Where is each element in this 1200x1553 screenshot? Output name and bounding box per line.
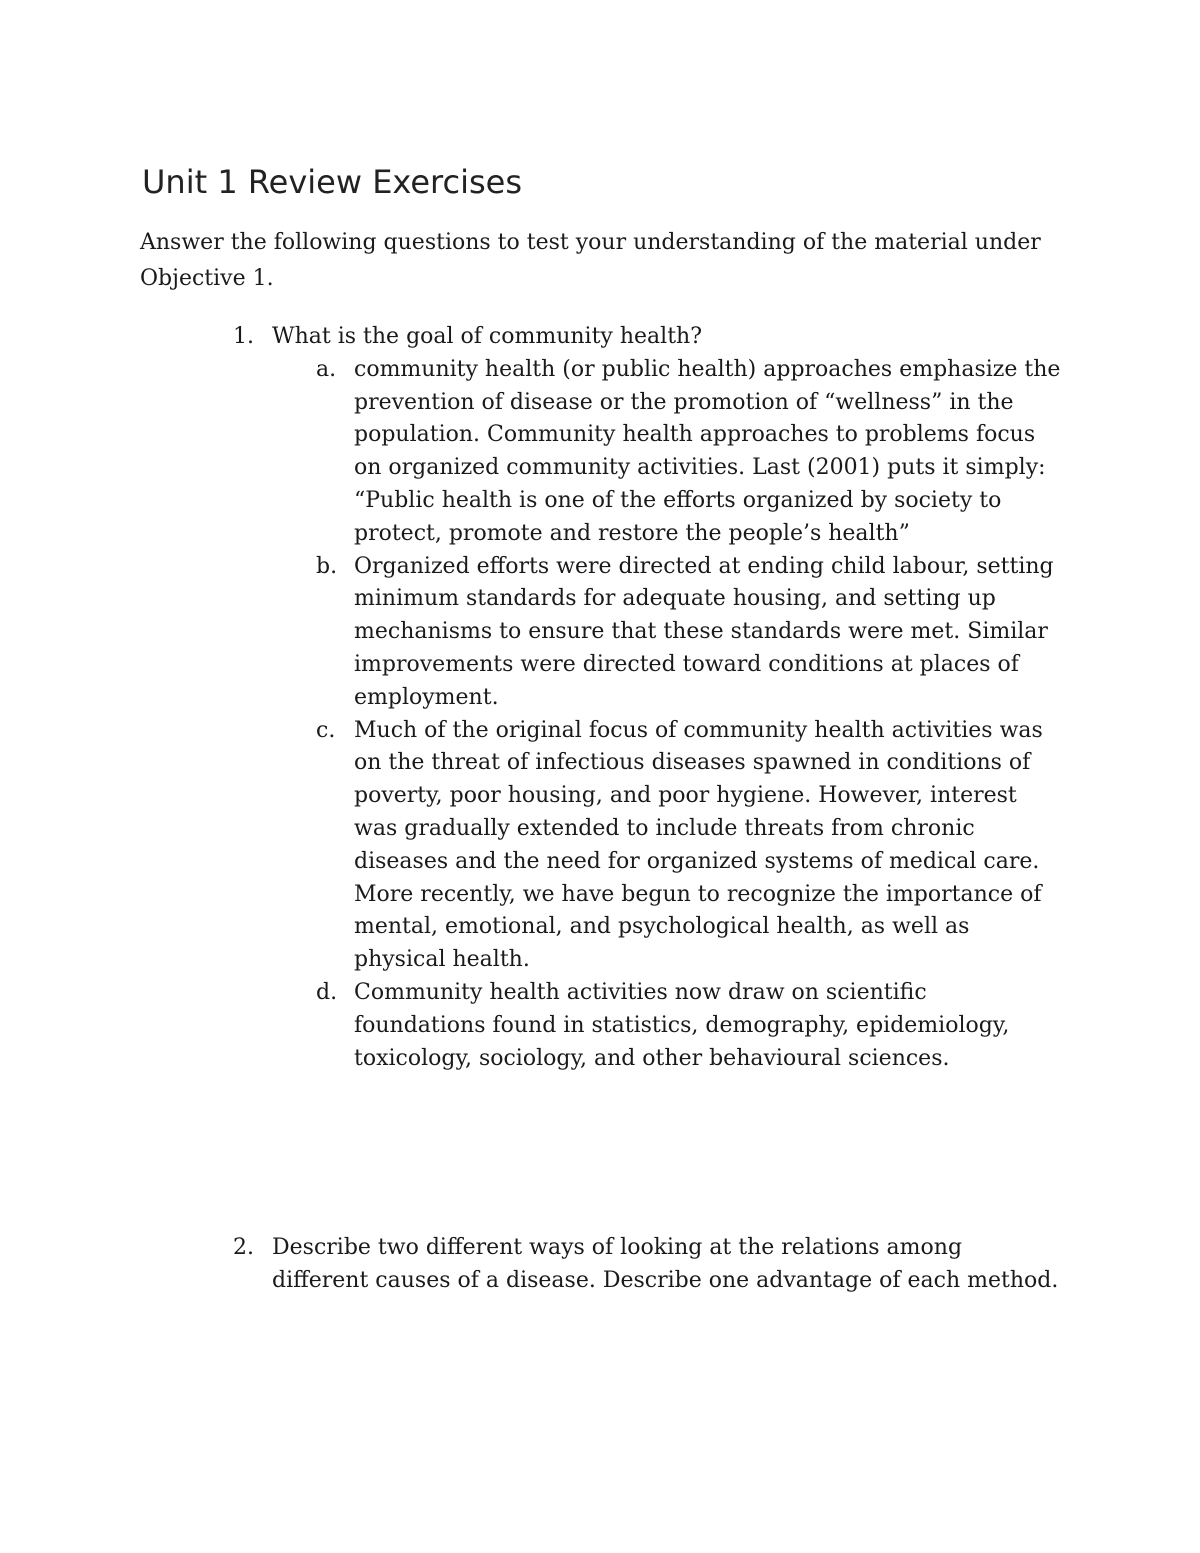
answer-letter: d. bbox=[316, 979, 338, 1005]
page-title: Unit 1 Review Exercises bbox=[142, 163, 523, 201]
question-2 bbox=[0, 1232, 1200, 1298]
answer-item-a bbox=[316, 354, 1064, 551]
answer-item-d bbox=[316, 977, 1064, 1075]
answer-letter: a. bbox=[316, 356, 337, 382]
question-number: 2. bbox=[233, 1235, 254, 1260]
answer-text: Community health activities now draw on scientific foundations found in statistics, demography, epidemiology, toxicology, sociology, and other behavioural sciences. bbox=[354, 979, 1010, 1071]
question-1 bbox=[0, 321, 1200, 1075]
answer-item-b bbox=[316, 551, 1064, 715]
question-text: Describe two different ways of looking at the relations among different causes of a disease. Describe one advantage of each method. bbox=[272, 1235, 1059, 1293]
answer-list bbox=[0, 354, 1200, 1076]
answer-text: community health (or public health) approaches emphasize the prevention of disease or the promotion of “wellness” in the population. Community health approaches to problems focus on organized community activities. Last (2001) puts it simply: “Public health is one of the efforts organized by society to protect, promote and restore the people’s health” bbox=[354, 356, 1061, 546]
answer-text: Organized efforts were directed at ending child labour, setting minimum standards for adequate housing, and setting up mechanisms to ensure that these standards were met. Similar improvements were directed toward conditions at places of employment. bbox=[354, 553, 1054, 710]
answer-letter: c. bbox=[316, 717, 336, 743]
answer-text: Much of the original focus of community health activities was on the threat of infectious diseases spawned in conditions of poverty, poor housing, and poor hygiene. However, interest was gradually extended to include threats from chronic diseases and the need for organized systems of medical care. More recently, we have begun to recognize the importance of mental, emotional, and psychological health, as well as physical health. bbox=[354, 717, 1043, 973]
question-text: What is the goal of community health? bbox=[272, 324, 702, 349]
question-number: 1. bbox=[233, 324, 254, 349]
intro-paragraph: Answer the following questions to test your understanding of the material under Objective 1. bbox=[140, 230, 1041, 291]
answer-letter: b. bbox=[316, 553, 338, 579]
answer-item-c bbox=[316, 715, 1064, 977]
